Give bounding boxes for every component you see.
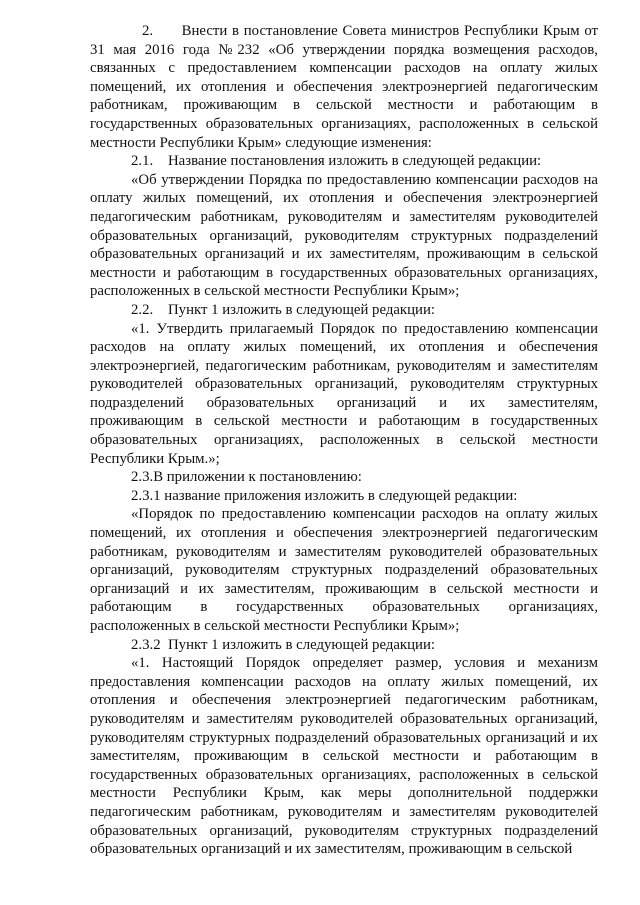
paragraph-item-2-1: 2.1. Название постановления изложить в следующей редакции:: [131, 153, 542, 170]
paragraph-appendix-title: «Порядок по предоставлению компенсации расходов на оплату жилых помещений, их отопления и обеспечения электроэнергией педагогическим работникам, руководителям и заместителям руководителей образовательных организаций, руководителям структурных подразделений образовательных организаций и их заместителям, проживающим в сельской местности и работающим в государственных образовательных организациях, расположенных в сельской местности Республики Крым»;: [90, 506, 602, 634]
paragraph-item-2-3-1: 2.3.1 название приложения изложить в следующей редакции:: [131, 487, 518, 504]
paragraph-procedure-text: «1. Настоящий Порядок определяет размер, условия и механизм предоставления компенсации расходов на оплату жилых помещений, их отопления и обеспечения электроэнергией педагогическим работникам, руководителям и заместителям руководителей образовательных организаций, руководителям структурных подразделений образовательных организаций и их заместителям, проживающим в сельской местности и работающим в государственных образовательных организациях, расположенных в сельской местности Республики Крым, как меры дополнительной поддержки педагогическим работникам, руководителям и заместителям руководителей образовательных организаций, руководителям структурных подразделений образовательных организаций и их заместителям, проживающим в сельской: [90, 655, 602, 858]
document-page: [90, 22, 602, 859]
paragraph-item-2: 2. Внести в постановление Совета министров Республики Крым от 31 мая 2016 года №232 «Об утверждении порядка возмещения расходов, связанных с предоставлением компенсации расходов на оплату жилых помещений, их отопления и обеспечения электроэнергией педагогическим работникам, проживающим в сельской местности и работающим в государственных образовательных организациях, расположенных в сельской местности Республики Крым» следующие изменения:: [90, 23, 602, 151]
paragraph-item-2-3-2: 2.3.2 Пункт 1 изложить в следующей редакции:: [131, 636, 435, 653]
paragraph-item-2-3: 2.3.В приложении к постановлению:: [131, 469, 362, 486]
paragraph-point-1-text: «1. Утвердить прилагаемый Порядок по предоставлению компенсации расходов на оплату жилых помещений, их отопления и обеспечения электроэнергией, педагогическим работникам, руководителям и заместителям руководителей образовательных организаций, руководителям структурных подразделений образовательных организаций и их заместителям, проживающим в сельской местности и работающим в государственных образовательных организациях, расположенных в сельской местности Республики Крым.»;: [90, 320, 602, 467]
paragraph-item-2-2: 2.2. Пункт 1 изложить в следующей редакции:: [131, 301, 435, 318]
paragraph-new-title: «Об утверждении Порядка по предоставлению компенсации расходов на оплату жилых помещений, их отопления и обеспечения электроэнергией педагогическим работникам, руководителям и заместителям руководителей образовательных организаций, руководителям структурных подразделений образовательных организаций и их заместителям, проживающим в сельской местности и работающим в государственных образовательных организациях, расположенных в сельской местности Республики Крым»;: [90, 171, 602, 300]
